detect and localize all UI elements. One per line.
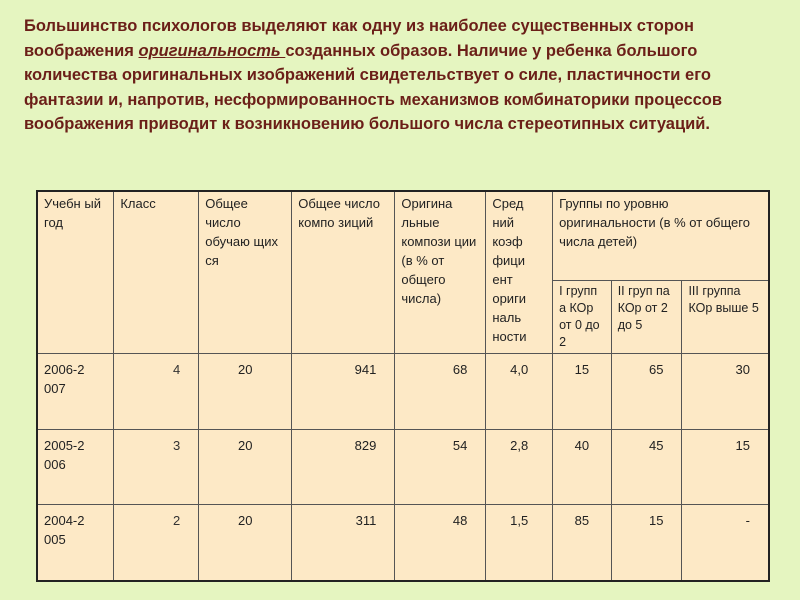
cell-group-3: - (682, 505, 769, 581)
cell-class: 3 (114, 429, 199, 505)
header-group-1: I групп а КОр от 0 до 2 (553, 281, 612, 354)
intro-paragraph (24, 14, 764, 137)
cell-coefficient: 1,5 (486, 505, 553, 581)
header-total-students: Общее число обучаю щих ся (199, 191, 292, 354)
cell-compositions: 829 (292, 429, 395, 505)
table-row (37, 354, 769, 430)
cell-group-2: 65 (611, 354, 682, 430)
header-class: Класс (114, 191, 199, 354)
cell-compositions: 311 (292, 505, 395, 581)
cell-coefficient: 2,8 (486, 429, 553, 505)
table-row (37, 505, 769, 581)
header-original-compositions: Оригина льные компози ции (в % от общего числа) (395, 191, 486, 354)
cell-year: 2006-2 007 (37, 354, 114, 430)
cell-group-1: 85 (553, 505, 612, 581)
cell-compositions: 941 (292, 354, 395, 430)
cell-group-1: 40 (553, 429, 612, 505)
cell-original: 54 (395, 429, 486, 505)
cell-original: 68 (395, 354, 486, 430)
header-year: Учебн ый год (37, 191, 114, 354)
cell-group-3: 30 (682, 354, 769, 430)
cell-year: 2005-2 006 (37, 429, 114, 505)
cell-group-2: 15 (611, 505, 682, 581)
cell-group-1: 15 (553, 354, 612, 430)
intro-text-after: созданных образов. Наличие у ребенка большого количества оригинальных изображений свидетельствует о силе, пластичности его фантазии и, напротив, несформированность механизмов комбинаторики процессов воображения приводит к возникновению большого числа стереотипных ситуаций. (24, 41, 722, 133)
cell-coefficient: 4,0 (486, 354, 553, 430)
header-groups: Группы по уровню оригинальности (в % от общего числа детей) (553, 191, 769, 281)
cell-original: 48 (395, 505, 486, 581)
cell-students: 20 (199, 354, 292, 430)
header-group-2: II груп па КОр от 2 до 5 (611, 281, 682, 354)
cell-students: 20 (199, 429, 292, 505)
originality-table (36, 190, 770, 582)
header-group-3: III группа КОр выше 5 (682, 281, 769, 354)
cell-group-3: 15 (682, 429, 769, 505)
cell-class: 4 (114, 354, 199, 430)
header-total-compositions: Общее число компо зиций (292, 191, 395, 354)
cell-students: 20 (199, 505, 292, 581)
header-avg-coefficient: Сред ний коэф фици ент ориги наль ности (486, 191, 553, 354)
cell-class: 2 (114, 505, 199, 581)
table-row (37, 429, 769, 505)
intro-text-before: Большинство психологов выделяют как одну из наиболее существенных сторон воображения (24, 17, 694, 60)
intro-emphasis: оригинальность (138, 41, 286, 60)
cell-group-2: 45 (611, 429, 682, 505)
cell-year: 2004-2 005 (37, 505, 114, 581)
